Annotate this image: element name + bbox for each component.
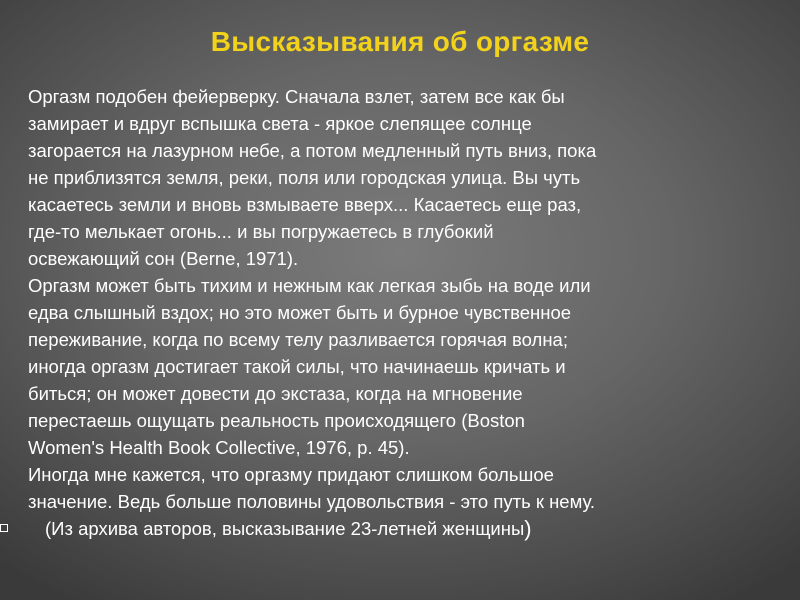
text-line: перестаешь ощущать реальность происходящего (Boston [28,410,525,431]
text-line: значение. Ведь больше половины удовольствия - это путь к нему. [28,491,596,512]
text-line: загорается на лазурном небе, а потом медленный путь вниз, пока [28,140,597,161]
text-line: касаетесь земли и вновь взмываете вверх... Касаетесь еще раз, [28,194,582,215]
text-line: не приблизятся земля, реки, поля или городская улица. Вы чуть [28,167,581,188]
text-line: Women's Health Book Collective, 1976, p. 45). [28,437,410,458]
text-line: Оргазм может быть тихим и нежным как легкая зыбь на воде или [28,275,591,296]
text-line: Иногда мне кажется, что оргазму придают слишком большое [28,464,554,485]
paragraph-2 [28,272,780,461]
text-line: освежающий сон (Berne, 1971). [28,248,299,269]
paragraph-1 [28,83,780,272]
slide-title: Высказывания об оргазме [210,26,590,57]
text-line: переживание, когда по всему телу разливается горячая волна; [28,329,568,350]
text-line: иногда оргазм достигает такой силы, что начинаешь кричать и [28,356,566,377]
text-line: замирает и вдруг вспышка света - яркое слепящее солнце [28,113,532,134]
text-line: едва слышный вздох; но это может быть и бурное чувственное [28,302,572,323]
paragraph-3 [28,461,780,515]
text-line: где-то мелькает огонь... и вы погружаетесь в глубокий [28,221,494,242]
attribution-closing-paren: ) [524,516,532,541]
text-line: биться; он может довести до экстаза, когда на мгновение [28,383,523,404]
slide-body [28,83,780,542]
text-line: Оргазм подобен фейерверку. Сначала взлет, затем все как бы [28,86,565,107]
attribution-item [28,515,780,542]
attribution-text: (Из архива авторов, высказывание 23-летней женщины [45,518,525,539]
square-bullet-icon [0,524,8,532]
